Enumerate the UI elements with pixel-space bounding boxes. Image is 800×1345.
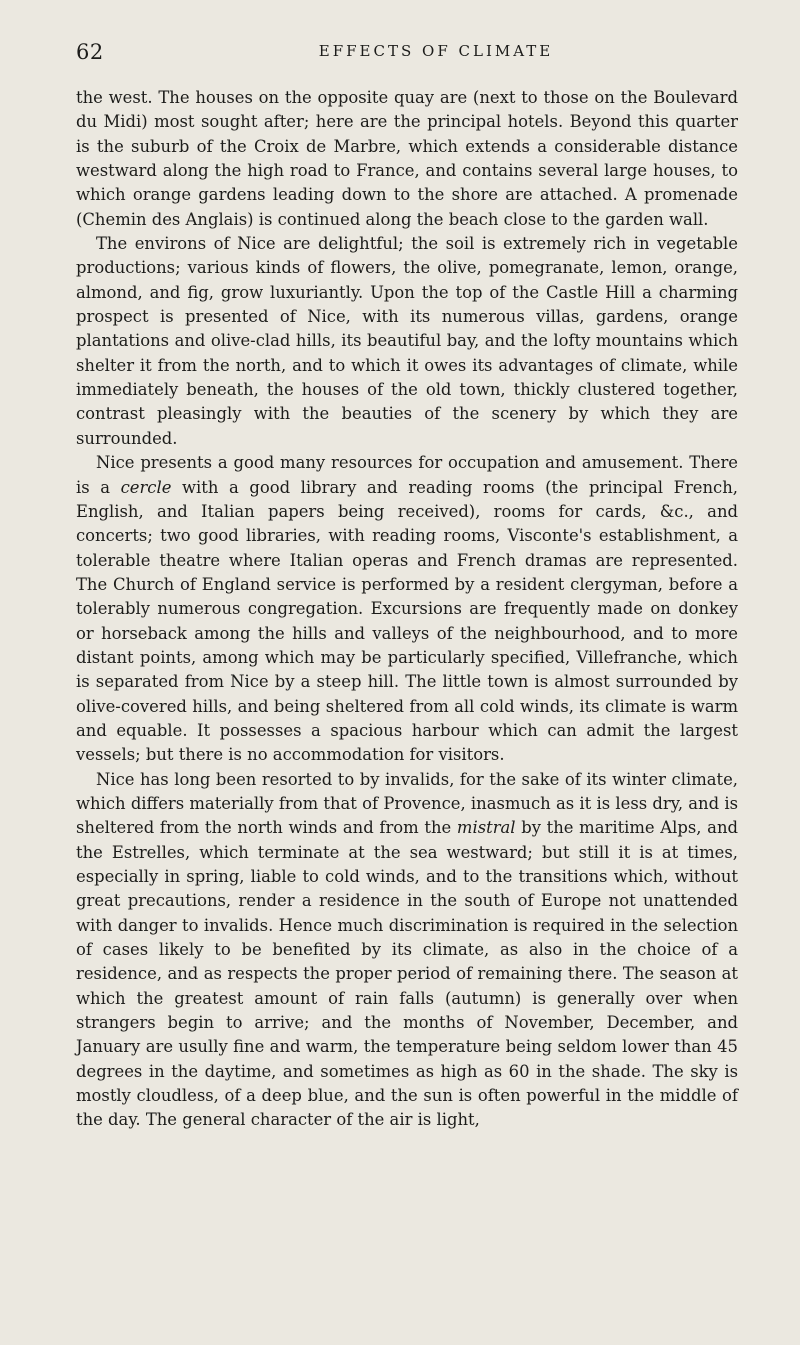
paragraph [76, 768, 738, 1133]
text-segment: Nice has long been resorted to by invalids, for the sake of its winter climate, which differs materially from that of Provence, inasmuch as it is less dry, and is sheltered from the north winds and from the [76, 769, 738, 838]
text-segment: the west. The houses on the opposite quay are (next to those on the Boulevard du Midi) most sought after; here are the principal hotels. Beyond this quarter is the suburb of the Croix de Marbre, which extends a considerable distance westward along the high road to France, and contains several large houses, to which orange gardens leading down to the shore are attached. A promenade (Chemin des Anglais) is continued along the beach close to the garden wall. [76, 88, 738, 229]
text-segment: Nice presents a good many resources for occupation and amusement. There is a [76, 453, 738, 497]
paragraph [76, 232, 738, 451]
page-number: 62 [76, 40, 104, 64]
paragraph [76, 451, 738, 767]
paragraph [76, 86, 738, 232]
italic-term-cercle: cercle [120, 477, 172, 497]
body-text [76, 86, 738, 1133]
text-segment: by the maritime Alps, and the Estrelles, which terminate at the sea westward; but still it is at times, especially in spring, liable to cold winds, and to the transitions which, without great precautions, render a residence in the south of Europe not unattended with danger to invalids. Hence much discrimination is required in the selection of cases likely to be benefited by its climate, as also in the choice of a residence, and as respects the proper period of remaining there. The season at which the greatest amount of rain falls (autumn) is generally over when strangers begin to arrive; and the months of November, December, and January are usully fine and warm, the temperature being seldom lower than 45 degrees in the daytime, and sometimes as high as 60 in the shade. The sky is mostly cloudless, of a deep blue, and the sun is often powerful in the middle of the day. The general character of the air is light, [76, 818, 738, 1130]
text-segment: with a good library and reading rooms (the principal French, English, and Italian papers being received), rooms for cards, &c., and concerts; two good libraries, with reading rooms, Visconte's establishment, a tolerable theatre where Italian operas and French dramas are represented. The Church of England service is performed by a resident clergyman, before a tolerably numerous congregation. Excursions are frequently made on donkey or horseback among the hills and valleys of the neighbourhood, and to more distant points, among which may be particularly specified, Villefranche, which is separated from Nice by a steep hill. The little town is almost surrounded by olive-covered hills, and being sheltered from all cold winds, its climate is warm and equable. It possesses a spacious harbour which can admit the largest vessels; but there is no accommodation for visitors. [76, 477, 738, 765]
text-segment: The environs of Nice are delightful; the soil is extremely rich in vegetable productions; various kinds of flowers, the olive, pomegranate, lemon, orange, almond, and fig, grow luxuriantly. Upon the top of the Castle Hill a charming prospect is presented of Nice, with its numerous villas, gardens, orange plantations and olive-clad hills, its beautiful bay, and the lofty mountains which shelter it from the north, and to which it owes its advantages of climate, while immediately beneath, the houses of the old town, thickly clustered together, contrast pleasingly with the beauties of the scenery by which they are surrounded. [76, 234, 738, 448]
page-header [76, 40, 736, 68]
italic-term-mistral: mistral [456, 818, 516, 838]
running-head: EFFECTS OF CLIMATE [318, 42, 554, 60]
